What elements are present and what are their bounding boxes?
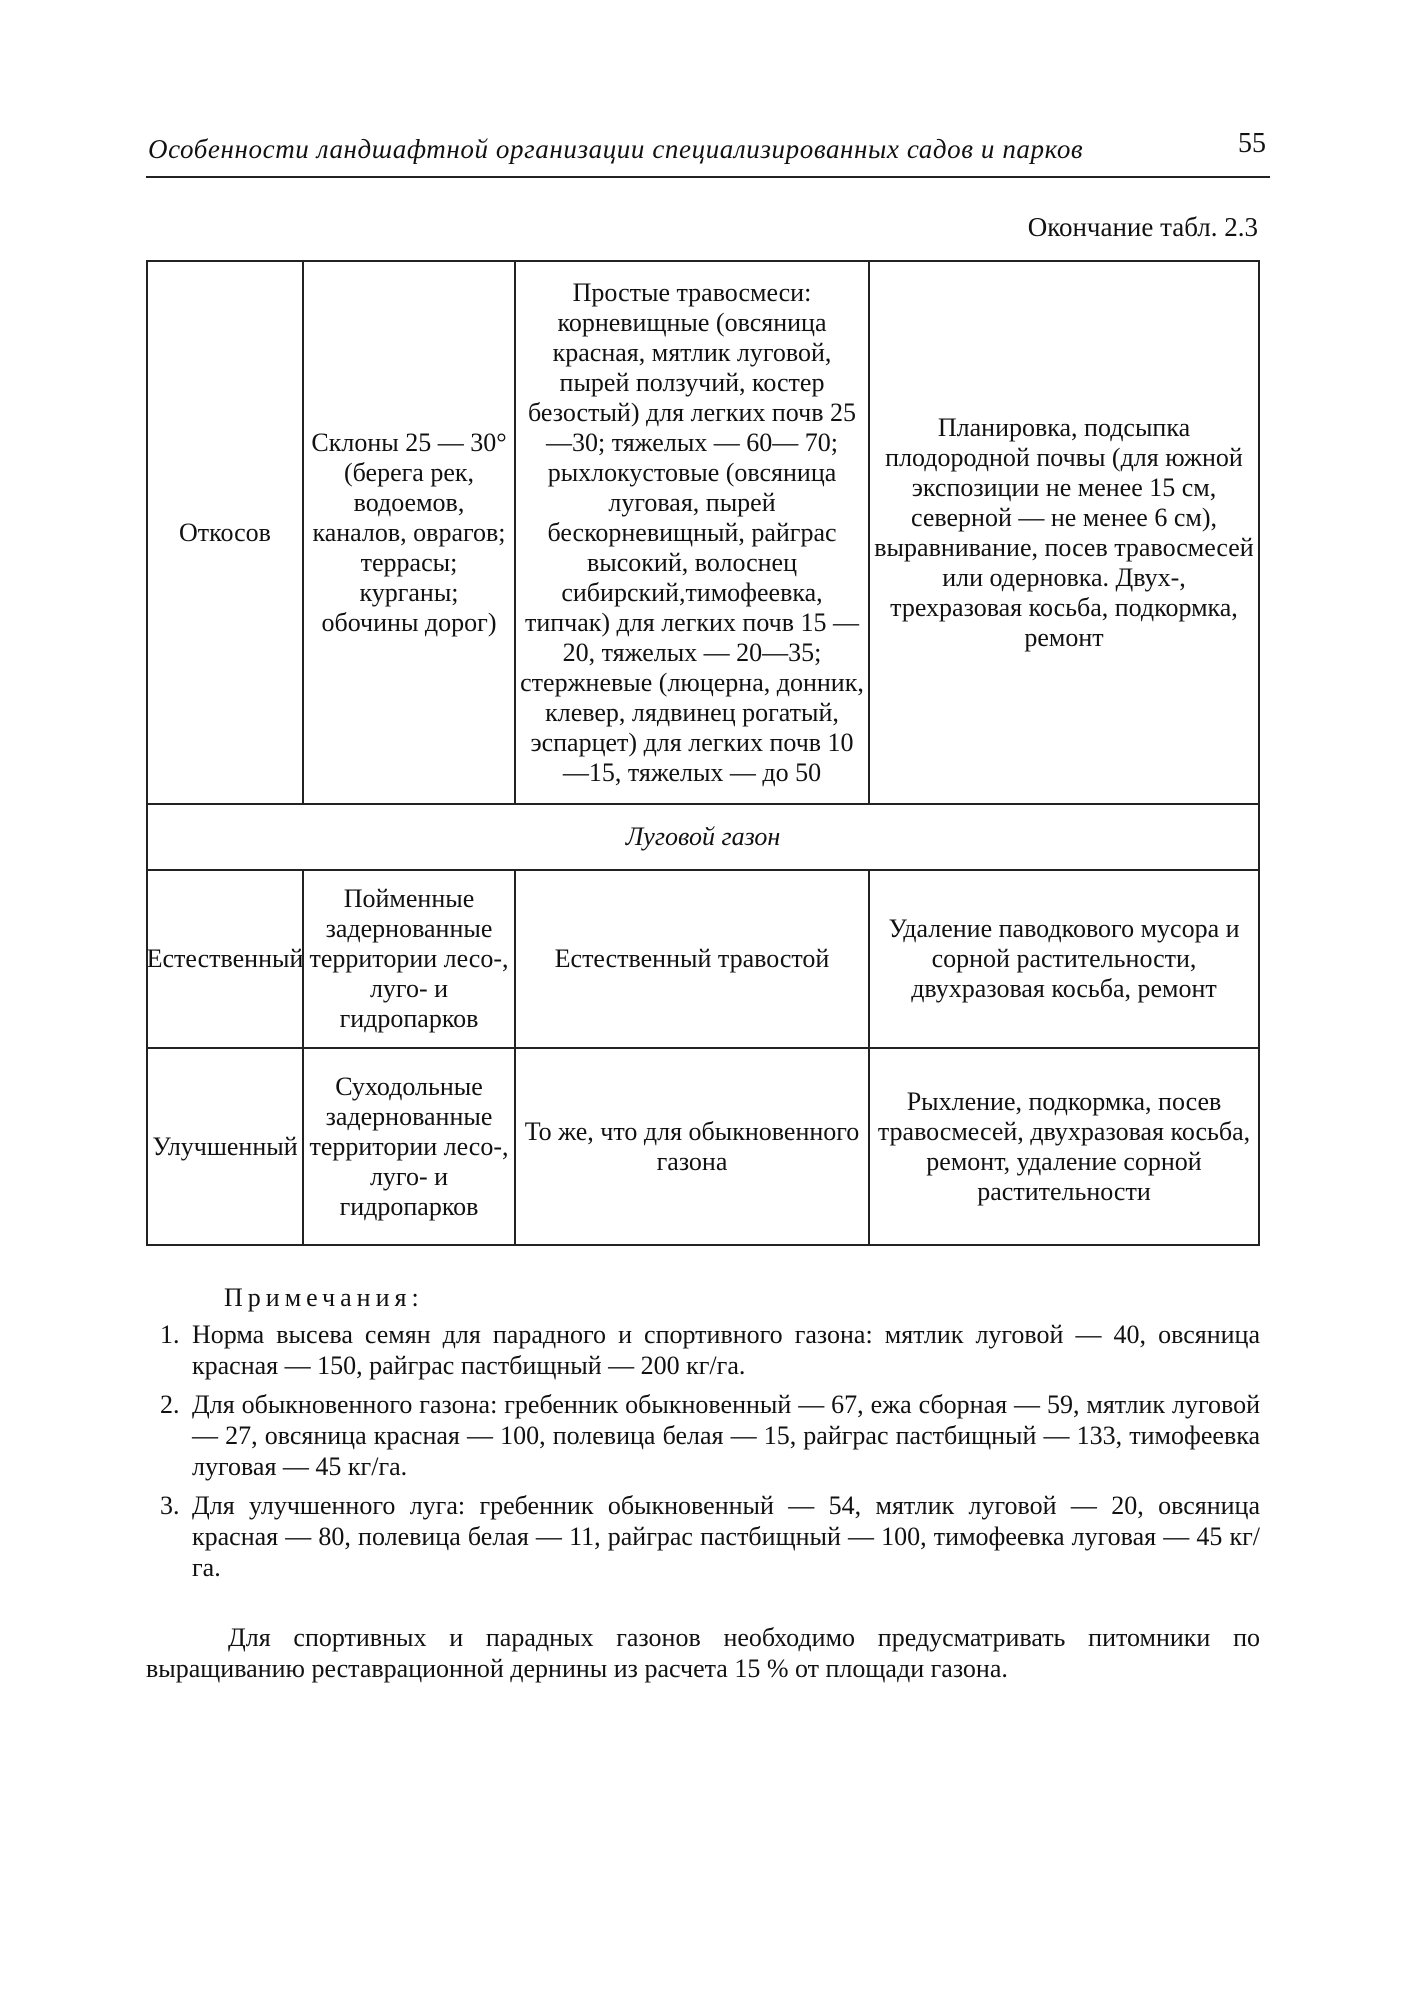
table-row [148, 1047, 1258, 1244]
care-cell: Рыхление, подкормка, посев травосмесей, двухразовая косьба, ремонт, удаление сорной растительности [868, 1049, 1258, 1244]
herbage-cell: Простые травосмеси: корневищные (овсяница красная, мятлик луговой, пырей ползучий, костер безостый) для легких почв 25—30; тяжелых — 60— 70; рыхлокустовые (овсяница луговая, пырей бескорневищный, райграс высокий, волоснец сибирский,тимофеевка, типчак) для легких почв 15 — 20, тяжелых — 20—35; стержневые (люцерна, донник, клевер, лядвинец рогатый, эспарцет) для легких почв 10—15, тяжелых — до 50 [514, 262, 868, 803]
body-paragraph: Для спортивных и парадных газонов необходимо предусматривать питомники по выращиванию реставрационной дернины из расчета 15 % от площади газона. [146, 1623, 1260, 1683]
notes-title: Примечания: [224, 1283, 424, 1312]
note-item: 1. Норма высева семян для парадного и спортивного газона: мятлик луговой — 40, овсяница красная — 150, райграс пастбищный — 200 кг/га. [186, 1319, 1260, 1381]
location-cell: Суходольные задернованные территории лесо-, луго- и гидропарков [302, 1049, 514, 1244]
notes-list [146, 1319, 1260, 1583]
header-title: Особенности ландшафтной организации специализированных садов и парков [148, 134, 1084, 164]
table-caption: Окончание табл. 2.3 [1027, 212, 1258, 242]
table-row [148, 869, 1258, 1047]
herbage-cell: То же, что для обыкновенного газона [514, 1049, 868, 1244]
notes-block [146, 1282, 1260, 1591]
table-row [148, 262, 1258, 803]
care-cell: Планировка, подсыпка плодородной почвы (для южной экспозиции не менее 15 см, северной — не менее 6 см), выравнивание, посев травосмесей или одерновка. Двух-, трехразовая косьба, подкормка, ремонт [868, 262, 1258, 803]
note-item: 3. Для улучшенного луга: гребенник обыкновенный — 54, мятлик луговой — 20, овсяница красная — 80, полевица белая — 11, райграс пастбищный — 100, тимофеевка луговая — 45 кг/га. [186, 1490, 1260, 1583]
location-cell: Склоны 25 — 30° (берега рек, водоемов, каналов, оврагов; террасы; курганы; обочины дорог) [302, 262, 514, 803]
note-item: 2. Для обыкновенного газона: гребенник обыкновенный — 67, ежа сборная — 59, мятлик луговой — 27, овсяница красная — 100, полевица белая — 15, райграс пастбищный — 133, тимофеевка луговая — 45 кг/га. [186, 1389, 1260, 1482]
lawn-type-cell: Улучшенный [152, 1131, 298, 1161]
table-section-row [148, 803, 1258, 869]
care-cell: Удаление паводкового мусора и сорной растительности, двухразовая косьба, ремонт [868, 871, 1258, 1047]
location-cell: Пойменные задернованные территории лесо-, луго- и гидропарков [302, 871, 514, 1047]
herbage-cell: Естественный травостой [514, 871, 868, 1047]
page-number: 55 [1238, 128, 1266, 159]
running-header [146, 128, 1270, 178]
section-heading: Луговой газон [625, 822, 781, 851]
lawn-table [146, 260, 1260, 1246]
lawn-type-cell: Естественный [146, 944, 304, 973]
lawn-type-cell: Откосов [179, 517, 271, 547]
